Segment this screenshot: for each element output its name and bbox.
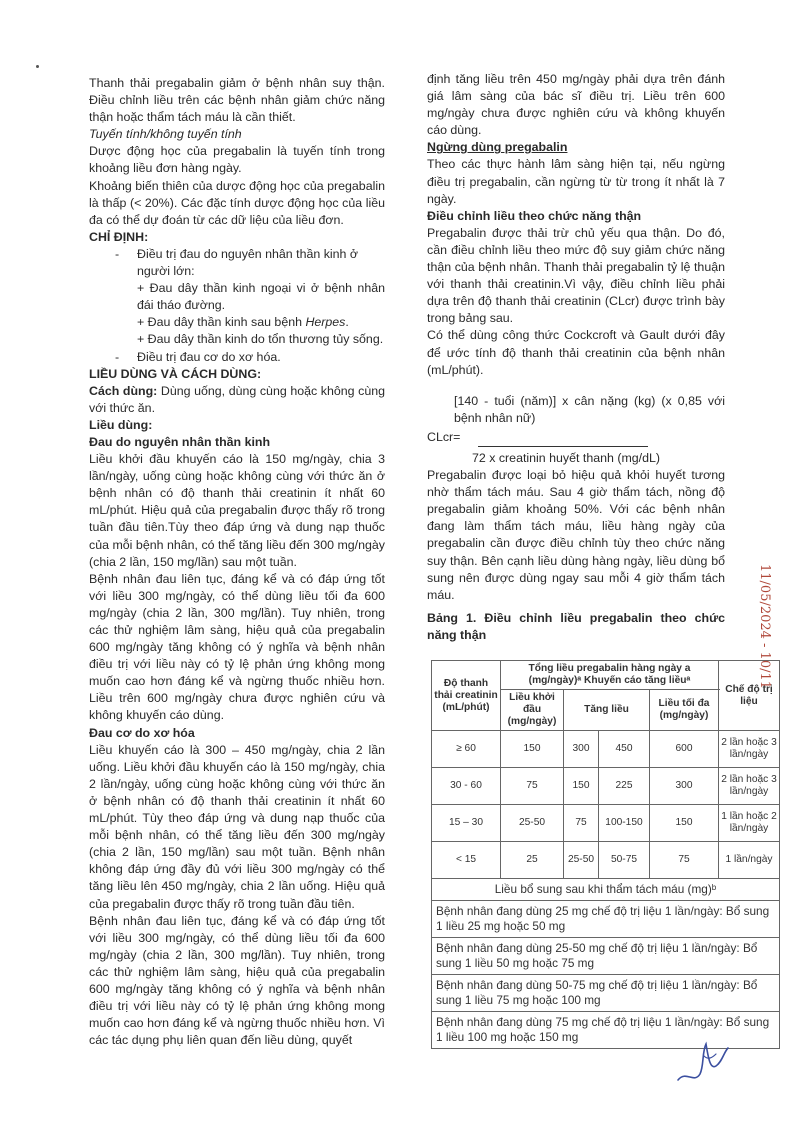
sub-item: + Đau dây thần kinh do tổn thương tủy sống. [137, 332, 384, 347]
paragraph: Thanh thải pregabalin giảm ở bệnh nhân suy thận. Điều chỉnh liều trên các bệnh nhân giảm chức năng thận hoặc thẩm tách máu là cần thiết. [89, 76, 385, 125]
signature-icon [672, 1030, 732, 1090]
list-item: - Điều trị đau do nguyên nhân thần kinh ở người lớn: [115, 246, 358, 279]
right-column [427, 71, 725, 644]
handwritten-margin-note [743, 560, 773, 750]
paragraph: Khoảng biến thiên của dược động học của pregabalin là thấp (< 20%). Các đặc tính dược động học của liều đa có thể dự đoán từ các dữ liệu của liều đơn. [89, 178, 385, 227]
subheading: Điều chỉnh liều theo chức năng thận [427, 208, 642, 223]
section-heading: CHỈ ĐỊNH: [89, 229, 149, 244]
table-row: 15 – 30 25-50 75 100-150 150 1 lần hoặc 2 lần/ngày [432, 805, 780, 842]
subheading: Đau do nguyên nhân thần kinh [89, 434, 271, 449]
table-row: < 15 25 25-50 50-75 75 1 lần/ngày [432, 842, 780, 879]
fraction-bar [478, 429, 648, 447]
paragraph: Dược động học của pregabalin là tuyến tính trong khoảng liều đơn hàng ngày. [89, 144, 385, 176]
table-title: Bảng 1. Điều chỉnh liều pregabalin theo chức năng thận [427, 610, 725, 642]
dose-adjustment-table [431, 660, 780, 1049]
table-row [432, 879, 780, 901]
header-start-dose: Liều khởi đầu (mg/ngày) [501, 690, 564, 731]
subheading: Liều dùng: [89, 417, 153, 432]
supplement-header: Liều bổ sung sau khi thẩm tách máu (mg)ᵇ [432, 879, 780, 901]
paragraph: Pregabalin được loại bỏ hiệu quả khỏi huyết tương nhờ thẩm tách máu. Sau 4 giờ thẩm tách, nồng độ pregabalin giảm khoảng 50%. Với các bệnh nhân đang làm thẩm tách máu, liều hàng ngày của pregabalin cần được điều chỉnh tùy theo chức năng suy thận. Bên cạnh liều dùng hàng ngày, liều dùng bổ sung nên được dùng ngay sau mỗi 4 giờ thẩm tách máu. [427, 468, 725, 602]
paragraph: Theo các thực hành lâm sàng hiện tại, nếu ngừng điều trị pregabalin, cần ngừng từ từ trong ít nhất là 7 ngày. [427, 157, 725, 206]
left-column [89, 75, 385, 1049]
paragraph: Bệnh nhân đau liên tục, đáng kể và có đáp ứng tốt với liều 300 mg/ngày, có thể dùng liều tối đa 600 mg/ngày (chia 2 lần, 300 mg/lần). Tuy nhiên, trong các thử nghiệm lâm sàng, hiệu quả của pregabalin 600 mg/ngày tăng không có ý nghĩa và bệnh nhân điều trị với liều này có tỷ lệ phản ứng không mong muốn cao hơn đáng kể và ngừng thuốc nhiều hơn. Vì các tác dụng phụ liên quan đến liều dùng, quyết [89, 913, 385, 1048]
table-row: ≥ 60 150 300 450 600 2 lần hoặc 3 lần/ngày [432, 731, 780, 768]
table-row: Bệnh nhân đang dùng 50-75 mg chế độ trị liệu 1 lần/ngày: Bổ sung 1 liều 75 mg hoặc 100 mg [432, 975, 780, 1012]
paragraph: Bệnh nhân đau liên tục, đáng kể và có đáp ứng tốt với liều 300 mg/ngày, có thể dùng liều tối đa 600 mg/ngày (chia 2 lần, 300 mg/lần). Tuy nhiên, trong các thử nghiệm lâm sàng, hiệu quả của pregabalin 600 mg/ngày tăng không có ý nghĩa và bệnh nhân điều trị với liều này có tỷ lệ phản ứng không mong muốn cao hơn đáng kể và ngừng thuốc nhiều hơn. Liều trên 600 mg/ngày chưa được nghiên cứu và không khuyến cáo dùng. [89, 571, 385, 723]
list-item: - Điều trị đau cơ do xơ hóa. [115, 349, 281, 364]
formula-denominator: 72 x creatinin huyết thanh (mg/dL) [472, 450, 661, 465]
paragraph: Có thể dùng công thức Cockcroft và Gault dưới đây để ước tính độ thanh thải creatinin của bệnh nhân (mL/phút). [427, 328, 725, 377]
header-max-dose: Liều tối đa (mg/ngày) [650, 690, 719, 731]
indication-list [89, 349, 385, 366]
header-regimen: Chế độ trị liệu [719, 661, 780, 731]
subheading: Tuyến tính/không tuyến tính [89, 127, 242, 142]
subheading: Đau cơ do xơ hóa [89, 725, 195, 740]
header-clcr: Độ thanh thải creatinin (mL/phút) [432, 661, 501, 731]
indication-list [89, 246, 385, 280]
paragraph: Pregabalin được thải trừ chủ yếu qua thận. Do đó, cần điều chỉnh liều theo mức độ suy giảm chức năng thận của bệnh nhân. Thanh thải pregabalin tỷ lệ thuận với thanh thải creatinin.Vì vậy, điều chỉnh liều phải dựa trên độ thanh thải creatinin (CLcr) được trình bày trong bảng sau. [427, 225, 725, 326]
paragraph: Cách dùng: Dùng uống, dùng cùng hoặc không cùng với thức ăn. [89, 383, 385, 415]
formula-line: CLcr= [427, 429, 725, 447]
table-row: Bệnh nhân đang dùng 25-50 mg chế độ trị liệu 1 lần/ngày: Bổ sung 1 liều 50 mg hoặc 75 mg [432, 938, 780, 975]
subheading: Ngừng dùng pregabalin [427, 140, 568, 155]
paragraph: định tăng liều trên 450 mg/ngày phải dựa trên đánh giá lâm sàng của bác sĩ điều trị. Liều trên 600 mg/ngày chưa được nghiên cứu và không khuyến cáo dùng. [427, 72, 725, 138]
sub-item: + Đau dây thần kinh sau bệnh Herpes. [137, 315, 349, 330]
table-row: Bệnh nhân đang dùng 75 mg chế độ trị liệu 1 lần/ngày: Bổ sung 1 liều 100 mg hoặc 150 mg [432, 1012, 780, 1049]
formula-numerator: [140 - tuổi (năm)] x cân nặng (kg) (x 0,85 với bệnh nhân nữ) [454, 393, 725, 425]
header-total-dose: Tổng liều pregabalin hàng ngày a (mg/ngày)ᵃ Khuyến cáo tăng liềuᵃ [501, 661, 719, 690]
table-row: 30 - 60 75 150 225 300 2 lần hoặc 3 lần/ngày [432, 768, 780, 805]
paragraph: Liều khuyến cáo là 300 – 450 mg/ngày, chia 2 lần uống. Liều khởi đầu khuyến cáo là 150 mg/ngày, chia 2 lần/ngày, uống cùng hoặc không cùng với thức ăn ở bệnh nhân có độ thanh thải creatinin ít nhất 60 mL/phút. Tùy theo đáp ứng và dung nạp thuốc của mỗi bệnh nhân, có thể tăng liều đến 300 mg/ngày (chia 2 lần, 150 mg/lần) sau một tuần. Bệnh nhân không đáp ứng đầy đủ với liều 300 mg/ngày có thể tăng liều lên 450 mg/ngày, chia 2 lần uống. Hiệu quả của pregabalin được thấy rõ trong tuần đầu tiên. [89, 742, 385, 911]
svg-text:11/05/2024 - 10/11: 11/05/2024 - 10/11 [757, 564, 772, 690]
scan-speck [36, 65, 39, 68]
section-heading: LIỀU DÙNG VÀ CÁCH DÙNG: [89, 366, 262, 381]
sub-item: + Đau dây thần kinh ngoại vi ở bệnh nhân đái tháo đường. [137, 281, 385, 313]
cockcroft-gault-formula [427, 393, 725, 467]
header-increase: Tăng liều [564, 690, 650, 731]
paragraph: Liều khởi đầu khuyến cáo là 150 mg/ngày, chia 3 lần/ngày, uống cùng hoặc không cùng với thức ăn ở bệnh nhân có độ thanh thải creatinin ít nhất 60 mL/phút. Hiệu quả của pregabalin được thấy rõ trong tuần đầu tiên.Tùy theo đáp ứng và dung nạp thuốc của mỗi bệnh nhân, có thể tăng liều đến 300 mg/ngày (chia 2 lần, 150 mg/lần) sau một tuần. [89, 452, 385, 569]
table-row: Bệnh nhân đang dùng 25 mg chế độ trị liệu 1 lần/ngày: Bổ sung 1 liều 25 mg hoặc 50 mg [432, 901, 780, 938]
